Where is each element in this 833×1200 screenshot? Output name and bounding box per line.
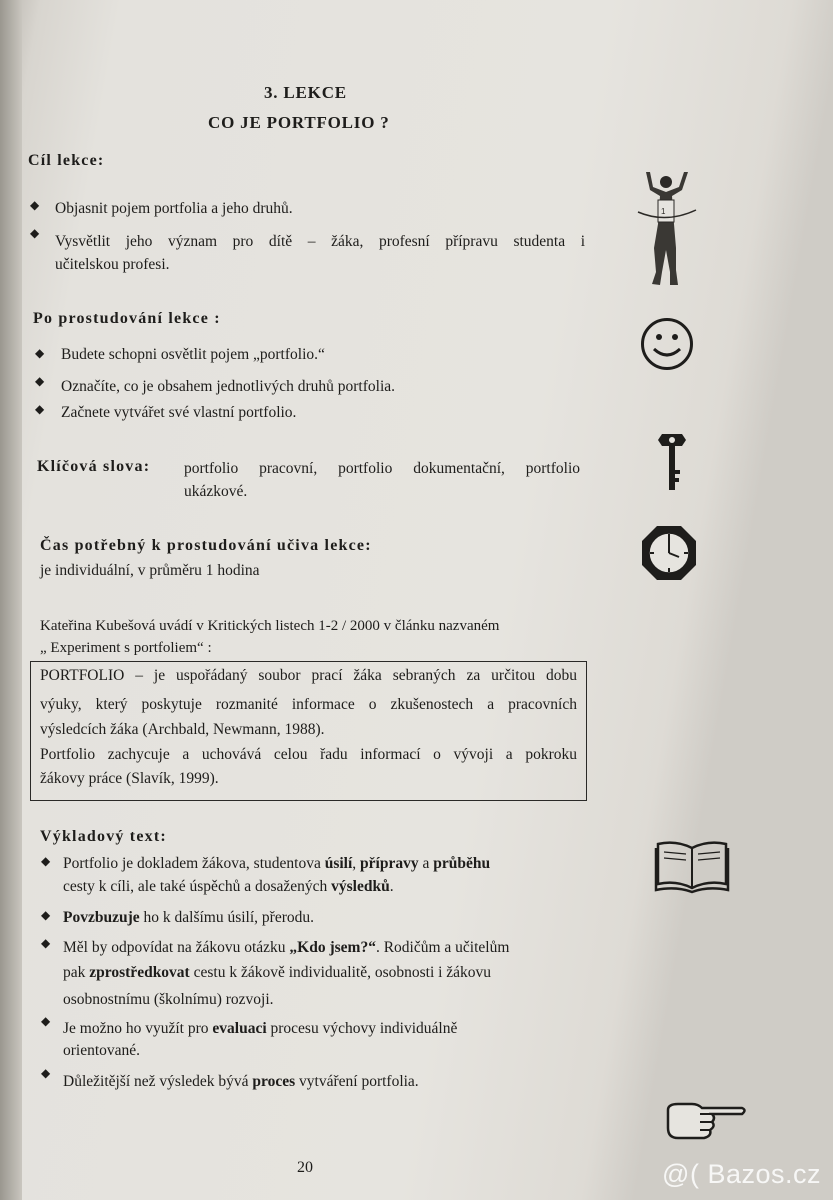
after-study-heading: Po prostudování lekce : <box>33 310 221 327</box>
definition-line: výuky, který poskytuje rozmanité informace o zkušenostech a pracovních <box>40 696 577 713</box>
explanation-item: Povzbuzuje ho k dalšímu úsilí, přerodu. <box>63 909 315 926</box>
after-study-item: Začnete vytvářet své vlastní portfolio. <box>61 404 297 421</box>
bullet-icon: ◆ <box>30 198 40 212</box>
bullet-icon: ◆ <box>35 402 45 416</box>
keywords-text-cont: ukázkové. <box>184 483 248 500</box>
runner-icon <box>636 168 698 290</box>
goal-item: Objasnit pojem portfolia a jeho druhů. <box>55 200 293 217</box>
bullet-icon: ◆ <box>35 374 45 388</box>
intro-text-cont: „ Experiment s portfoliem“ : <box>40 640 212 656</box>
explanation-item: Portfolio je dokladem žákova, studentova úsilí, přípravy a průběhu <box>63 855 491 872</box>
explanation-heading: Výkladový text: <box>40 828 167 845</box>
after-study-item: Budete schopni osvětlit pojem „portfolio.“ <box>61 346 325 363</box>
definition-line: žákovy práce (Slavík, 1999). <box>40 770 219 787</box>
bullet-icon: ◆ <box>35 346 45 360</box>
explanation-item-cont: pak zprostředkovat cestu k žákově individualitě, osobnosti i žákovu <box>63 964 492 981</box>
clock-icon <box>640 524 698 582</box>
bullet-icon: ◆ <box>41 1066 51 1080</box>
time-heading: Čas potřebný k prostudování učiva lekce: <box>40 537 372 554</box>
explanation-item: Důležitější než výsledek bývá proces vytváření portfolia. <box>63 1073 419 1090</box>
explanation-item-cont: cesty k cíli, ale také úspěchů a dosažených výsledků. <box>63 878 394 895</box>
explanation-item-cont: osobnostnímu (školnímu) rozvoji. <box>63 991 274 1008</box>
explanation-item: Měl by odpovídat na žákovu otázku „Kdo jsem?“. Rodičům a učitelům <box>63 939 510 956</box>
smiley-icon <box>639 316 695 372</box>
book-icon <box>654 838 730 894</box>
watermark: @( Bazos.cz <box>662 1159 821 1189</box>
bullet-icon: ◆ <box>30 226 40 240</box>
definition-line: Portfolio zachycuje a uchovává celou řadu informací o vývoji a pokroku <box>40 746 577 763</box>
goal-heading: Cíl lekce: <box>28 152 105 169</box>
time-text: je individuální, v průměru 1 hodina <box>40 562 260 579</box>
goal-item-cont: učitelskou profesi. <box>55 256 170 273</box>
page-number: 20 <box>297 1159 313 1176</box>
explanation-item-cont: orientované. <box>63 1042 141 1059</box>
lesson-number: 3. LEKCE <box>264 83 347 102</box>
bullet-icon: ◆ <box>41 854 51 868</box>
keywords-text: portfolio pracovní, portfolio dokumentační, portfolio <box>184 460 580 477</box>
bullet-icon: ◆ <box>41 1014 51 1028</box>
key-icon <box>656 430 688 492</box>
definition-line: PORTFOLIO – je uspořádaný soubor prací žáka sebraných za určitou dobu <box>40 667 577 684</box>
explanation-item: Je možno ho využít pro evaluaci procesu výchovy individuálně <box>63 1020 458 1037</box>
after-study-item: Označíte, co je obsahem jednotlivých druhů portfolia. <box>61 378 396 395</box>
definition-line: výsledcích žáka (Archbald, Newmann, 1988). <box>40 721 325 738</box>
bullet-icon: ◆ <box>41 908 51 922</box>
pointing-hand-icon <box>664 1100 748 1144</box>
intro-text: Kateřina Kubešová uvádí v Kritických listech 1-2 / 2000 v článku nazvaném <box>40 618 500 634</box>
keywords-label: Klíčová slova: <box>37 458 151 475</box>
svg-text:1: 1 <box>661 207 666 216</box>
bullet-icon: ◆ <box>41 936 51 950</box>
lesson-title: CO JE PORTFOLIO ? <box>208 113 390 132</box>
goal-item: Vysvětlit jeho význam pro dítě – žáka, profesní přípravu studenta i <box>55 233 585 250</box>
